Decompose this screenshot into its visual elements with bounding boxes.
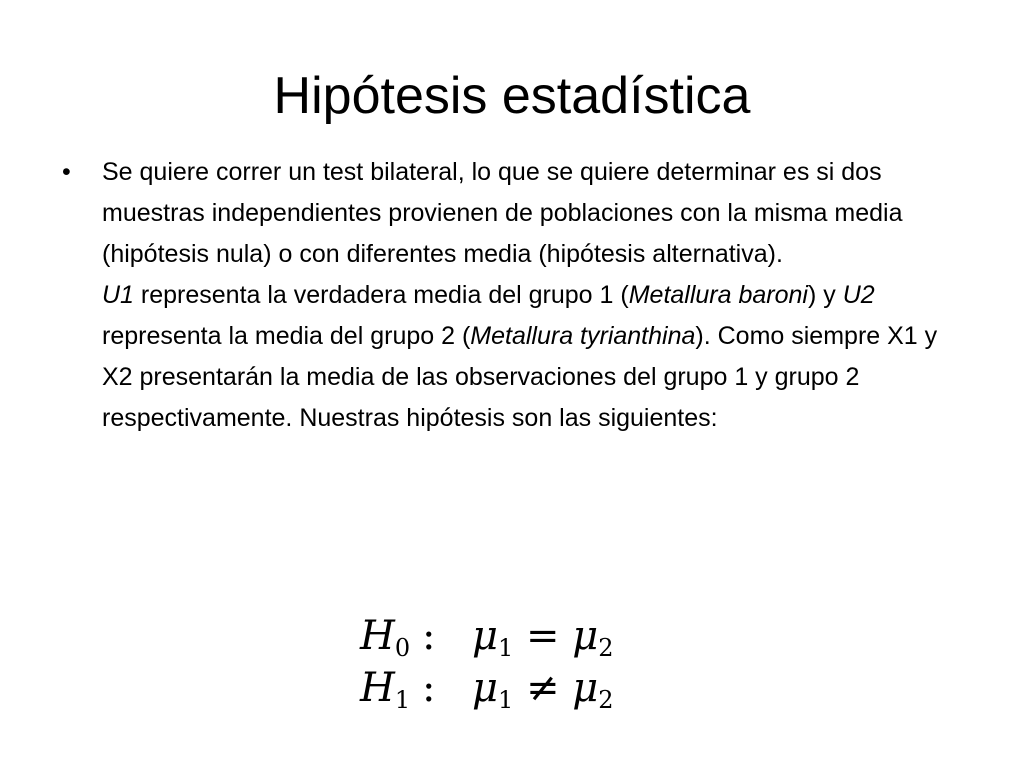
h1-label: $H_1$ <box>360 665 411 715</box>
species-1: Metallura baroni <box>628 281 808 309</box>
text-b: ) y <box>807 281 843 309</box>
slide-title: Hipótesis estadística <box>273 67 751 125</box>
not-equals-operator: ≠ <box>526 665 560 711</box>
u1-label: U1 <box>102 281 134 309</box>
h0-colon: : <box>422 613 436 659</box>
text-c: representa la media del grupo 2 ( <box>102 322 471 350</box>
h0-label: $H_0$ <box>360 613 411 663</box>
h1-colon: : <box>422 665 436 711</box>
h0-expression: $\mu_1 = \mu_2$ <box>472 613 614 663</box>
bullet-icon: • <box>62 158 71 186</box>
equals-operator: = <box>526 613 560 659</box>
text-a: representa la verdadera media del grupo 1 ( <box>133 281 629 309</box>
paragraph-definitions <box>102 275 960 439</box>
h1-expression: $\mu_1 \ne \mu_2$ <box>472 665 614 715</box>
species-2: Metallura tyrianthina <box>470 322 696 350</box>
u2-label: U2 <box>842 281 875 309</box>
text-d: ). Como siempre X1 y X2 presentarán la media de las observaciones del grupo 1 y grupo 2 respectivamente. Nuestras hipótesis son las siguientes: <box>102 322 938 432</box>
paragraph-intro: Se quiere correr un test bilateral, lo que se quiere determinar es si dos muestras independientes provienen de poblaciones con la misma media (hipótesis nula) o con diferentes media (hipótesis alternativa). <box>102 158 903 268</box>
bullet-list <box>60 152 960 439</box>
bullet-item <box>60 152 960 439</box>
